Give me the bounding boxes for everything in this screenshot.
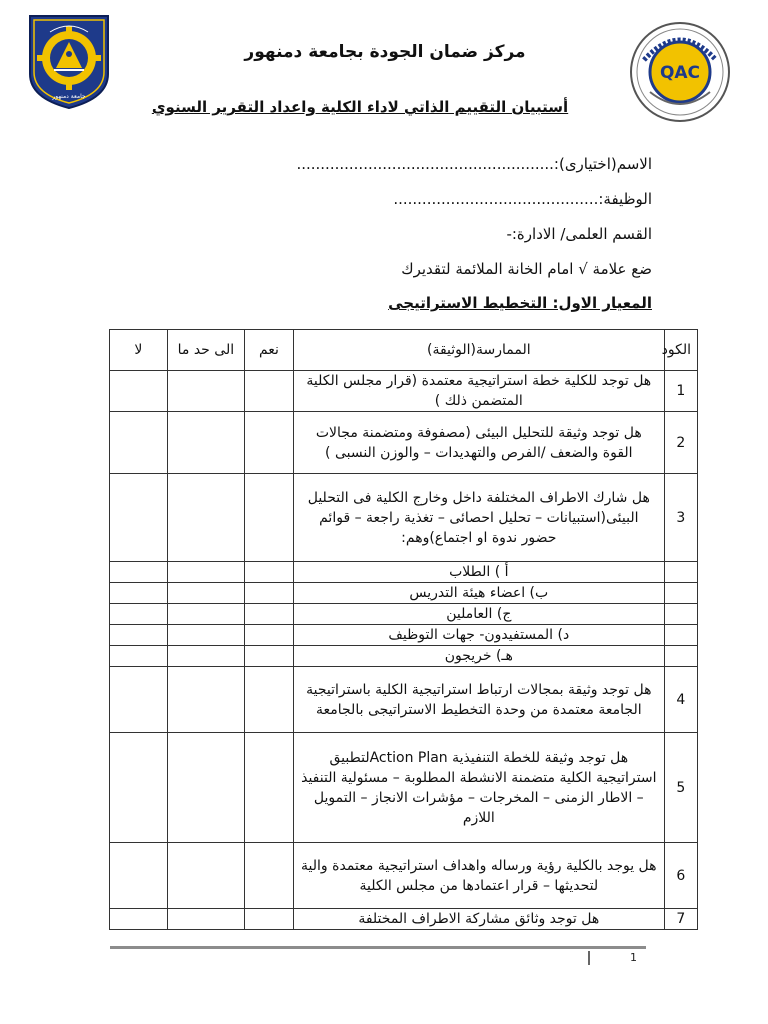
row-code: 7 (664, 909, 697, 930)
row-code (664, 625, 697, 646)
row-somewhat-cell[interactable] (167, 583, 245, 604)
row-practice: هل توجد وثيقة للتحليل البيئى (مصفوفة ومتضمنة مجالات القوة والضعف /الفرص والتهديدات – والوزن النسبى ) (293, 412, 664, 474)
row-yes-cell[interactable] (245, 733, 294, 843)
row-practice: أ ) الطلاب (293, 562, 664, 583)
department-field: القسم العلمى/ الادارة:- (506, 225, 652, 243)
row-somewhat-cell[interactable] (167, 909, 245, 930)
name-field: الاسم(اختيارى):...................................................... (296, 155, 652, 173)
row-no-cell[interactable] (110, 412, 168, 474)
table-row (110, 371, 698, 412)
row-no-cell[interactable] (110, 625, 168, 646)
table-row (110, 909, 698, 930)
header-practice: الممارسة(الوثيقة) (293, 330, 664, 371)
row-code (664, 583, 697, 604)
questionnaire-subtitle: أستبيان التقييم الذاتي لاداء الكلية واعداد التقرير السنوي (151, 98, 569, 116)
row-yes-cell[interactable] (245, 562, 294, 583)
row-practice: ج) العاملين (293, 604, 664, 625)
table-row (110, 733, 698, 843)
table-row (110, 843, 698, 909)
assessment-table (109, 329, 698, 930)
table-row (110, 625, 698, 646)
table-row (110, 583, 698, 604)
row-yes-cell[interactable] (245, 625, 294, 646)
row-code (664, 604, 697, 625)
table-row (110, 667, 698, 733)
table-row (110, 646, 698, 667)
row-somewhat-cell[interactable] (167, 412, 245, 474)
header-code: الكود (664, 330, 697, 371)
criterion-heading: المعيار الاول: التخطيط الاستراتيجى (388, 294, 652, 312)
row-code: 3 (664, 474, 697, 562)
header-no: لا (110, 330, 168, 371)
qac-seal-logo (628, 20, 732, 124)
row-practice: هل توجد للكلية خطة استراتيجية معتمدة (قرار مجلس الكلية المتضمن ذلك ) (293, 371, 664, 412)
row-yes-cell[interactable] (245, 646, 294, 667)
row-no-cell[interactable] (110, 843, 168, 909)
header-yes: نعم (245, 330, 294, 371)
table-header-row (110, 330, 698, 371)
row-code (664, 562, 697, 583)
header-somewhat: الى حد ما (167, 330, 245, 371)
row-no-cell[interactable] (110, 667, 168, 733)
row-no-cell[interactable] (110, 604, 168, 625)
row-no-cell[interactable] (110, 646, 168, 667)
row-practice: هل توجد وثيقة بمجالات ارتباط استراتيجية الكلية باستراتيجية الجامعة معتمدة من وحدة التخطيط الاستراتيجى بالجامعة (293, 667, 664, 733)
table-row (110, 562, 698, 583)
instruction-text: ضع علامة √ امام الخانة الملائمة لتقديرك (401, 260, 652, 278)
row-yes-cell[interactable] (245, 604, 294, 625)
row-somewhat-cell[interactable] (167, 843, 245, 909)
row-code: 1 (664, 371, 697, 412)
row-code: 4 (664, 667, 697, 733)
row-code: 6 (664, 843, 697, 909)
row-practice: هل توجد وثيقة للخطة التنفيذية Action Planلتطبيق استراتيجية الكلية متضمنة الانشطة المطلوبة – مسئولية التنفيذ – الاطار الزمنى – المخرجات – مؤشرات الانجاز – التمويل اللازم (293, 733, 664, 843)
footer-tick (588, 951, 590, 965)
table-row (110, 474, 698, 562)
svg-text:QAC: QAC (659, 63, 701, 83)
row-somewhat-cell[interactable] (167, 562, 245, 583)
row-yes-cell[interactable] (245, 909, 294, 930)
row-no-cell[interactable] (110, 562, 168, 583)
row-somewhat-cell[interactable] (167, 646, 245, 667)
job-field: الوظيفة:........................................... (393, 190, 652, 208)
page-number: 1 (630, 951, 637, 964)
row-somewhat-cell[interactable] (167, 474, 245, 562)
row-practice: هـ) خريجون (293, 646, 664, 667)
row-no-cell[interactable] (110, 733, 168, 843)
row-yes-cell[interactable] (245, 583, 294, 604)
row-yes-cell[interactable] (245, 843, 294, 909)
row-somewhat-cell[interactable] (167, 371, 245, 412)
row-practice: ب) اعضاء هيئة التدريس (293, 583, 664, 604)
row-no-cell[interactable] (110, 371, 168, 412)
row-no-cell[interactable] (110, 909, 168, 930)
row-somewhat-cell[interactable] (167, 604, 245, 625)
row-code: 2 (664, 412, 697, 474)
row-yes-cell[interactable] (245, 474, 294, 562)
row-code (664, 646, 697, 667)
row-somewhat-cell[interactable] (167, 733, 245, 843)
row-yes-cell[interactable] (245, 412, 294, 474)
row-code: 5 (664, 733, 697, 843)
damanhour-university-logo (26, 12, 112, 110)
svg-text:جامعة دمنهور: جامعة دمنهور (52, 93, 86, 100)
table-row (110, 412, 698, 474)
row-practice: هل توجد وثائق مشاركة الاطراف المختلفة (293, 909, 664, 930)
row-somewhat-cell[interactable] (167, 625, 245, 646)
row-no-cell[interactable] (110, 474, 168, 562)
table-row (110, 604, 698, 625)
row-practice: هل يوجد بالكلية رؤية ورساله واهداف استراتيجية معتمدة والية لتحديثها – قرار اعتمادها من مجلس الكلية (293, 843, 664, 909)
row-yes-cell[interactable] (245, 371, 294, 412)
row-yes-cell[interactable] (245, 667, 294, 733)
row-practice: هل شارك الاطراف المختلفة داخل وخارج الكلية فى التحليل البيئى(استبيانات – تحليل احصائى – تغذية راجعة – قوائم حضور ندوة او اجتماع)وهم: (293, 474, 664, 562)
page-title: مركز ضمان الجودة بجامعة دمنهور (244, 42, 526, 62)
row-practice: د) المستفيدون- جهات التوظيف (293, 625, 664, 646)
row-somewhat-cell[interactable] (167, 667, 245, 733)
footer-rule (110, 946, 646, 949)
row-no-cell[interactable] (110, 583, 168, 604)
table-body (110, 371, 698, 930)
